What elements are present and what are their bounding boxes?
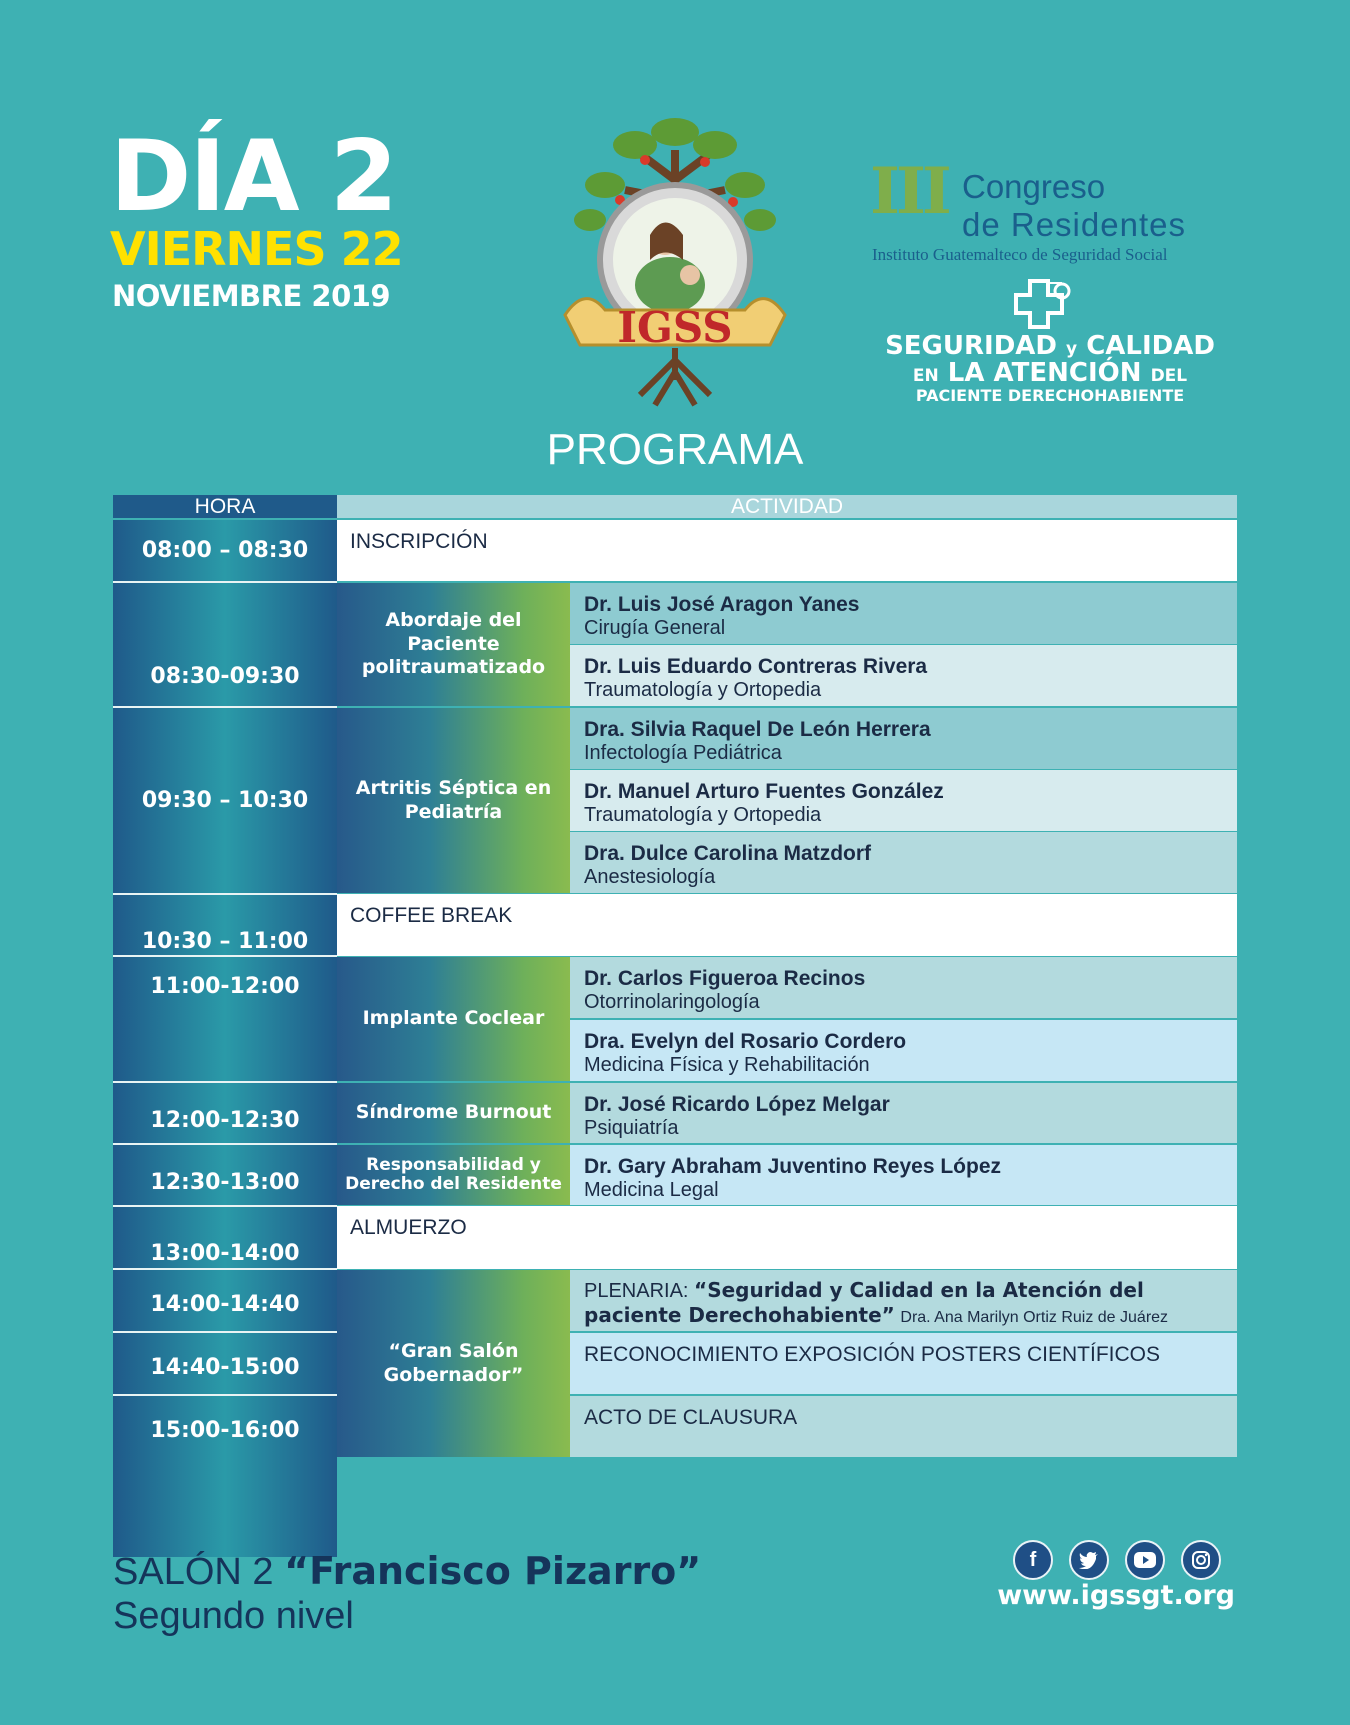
month-title: NOVIEMBRE 2019 [112,279,391,313]
congreso-roman: III [870,154,948,229]
row-divider [113,1394,337,1396]
salon-prefix: SALÓN 2 [113,1551,274,1593]
weekday-title: VIERNES 22 [110,222,403,276]
speaker-specialty: Medicina Física y Rehabilitación [584,1054,870,1077]
speaker-name: Dr. Carlos Figueroa Recinos [584,967,866,990]
row-divider [113,1081,337,1083]
salon-name: “Francisco Pizarro” [284,1549,702,1593]
salon-info [113,1550,701,1638]
plenaria-label: PLENARIA: [584,1280,689,1302]
activity-almuerzo: ALMUERZO [337,1206,1237,1269]
time-cell: 09:30 – 10:30 [141,788,309,813]
row-divider [113,1331,337,1333]
tag-3: PACIENTE DERECHOHABIENTE [915,385,1185,405]
row-divider [113,955,337,957]
social-icons [1013,1540,1243,1580]
time-cell: 15:00-16:00 [150,1418,300,1443]
facebook-icon[interactable]: f [1013,1540,1053,1580]
speaker-name: Dr. Manuel Arturo Fuentes González [584,780,944,803]
speaker-row [570,1020,1237,1081]
tag-1b: y [1066,339,1078,359]
programa-title: PROGRAMA [546,425,804,474]
row-divider [113,1143,337,1145]
plenaria-speaker: Dra. Ana Marilyn Ortiz Ruiz de Juárez [900,1309,1169,1326]
time-cell: 08:00 – 08:30 [141,538,309,563]
reconocimiento-row: RECONOCIMIENTO EXPOSICIÓN POSTERS CIENTÍFICOS [570,1333,1237,1394]
speaker-name: Dr. José Ricardo López Melgar [584,1093,890,1116]
clausura-row: ACTO DE CLAUSURA [570,1396,1237,1457]
time-cell: 08:30-09:30 [150,664,300,689]
speaker-specialty: Cirugía General [584,617,726,640]
congreso-tagline [860,333,1240,404]
speaker-row [570,770,1237,831]
topic-cell: Abordaje del Paciente politraumatizado [337,583,570,706]
plenaria-row [570,1270,1237,1331]
activity-inscripcion: INSCRIPCIÓN [337,520,1237,581]
speaker-row [570,583,1237,644]
speaker-row [570,708,1237,769]
congreso-line1: Congreso [962,168,1106,205]
speaker-row [570,1145,1237,1205]
speaker-specialty: Infectología Pediátrica [584,742,782,765]
speaker-name: Dr. Luis José Aragon Yanes [584,593,860,616]
congreso-line2: de Residentes [962,206,1186,243]
tag-2c: DEL [1150,366,1188,387]
row-divider [113,1268,337,1270]
time-cell: 14:00-14:40 [150,1292,300,1317]
twitter-icon[interactable] [1069,1540,1109,1580]
speaker-specialty: Psiquiatría [584,1117,679,1140]
col-actividad: ACTIVIDAD [337,495,1237,518]
time-cell: 11:00-12:00 [150,974,300,999]
plenaria-title: “Seguridad y Calidad en la Atención del paciente Derechohabiente” [584,1278,1144,1327]
time-cell: 12:00-12:30 [150,1107,300,1133]
salon-level: Segundo nivel [113,1594,354,1637]
tag-2b: LA ATENCIÓN [947,358,1142,389]
tag-1c: CALIDAD [1086,331,1215,361]
speaker-specialty: Medicina Legal [584,1179,719,1202]
activity-coffee-break: COFFEE BREAK [337,894,1237,956]
tag-1a: SEGURIDAD [885,331,1057,361]
topic-cell: Síndrome Burnout [337,1083,570,1143]
row-divider [113,1205,337,1207]
speaker-name: Dr. Luis Eduardo Contreras Rivera [584,655,928,678]
congreso-line3: Instituto Guatemalteco de Seguridad Social [872,245,1168,264]
speaker-specialty: Anestesiología [584,866,716,889]
time-cell: 12:30-13:00 [150,1169,300,1195]
topic-cell: Artritis Séptica en Pediatría [337,708,570,893]
time-cell: 10:30 – 11:00 [141,928,309,954]
speaker-name: Dra. Evelyn del Rosario Cordero [584,1030,907,1053]
topic-cell: Responsabilidad y Derecho del Residente [337,1145,570,1205]
speaker-row [570,1083,1237,1143]
time-cell: 13:00-14:00 [150,1241,300,1266]
topic-cell: Implante Coclear [337,957,570,1081]
day-title: DÍA 2 [110,120,396,234]
row-divider [113,706,337,708]
website-link[interactable]: www.igssgt.org [997,1580,1235,1611]
speaker-specialty: Traumatología y Ortopedia [584,804,822,827]
tag-2a: EN [912,366,939,387]
speaker-specialty: Otorrinolaringología [584,991,760,1014]
speaker-name: Dr. Gary Abraham Juventino Reyes López [584,1155,1002,1178]
speaker-name: Dra. Silvia Raquel De León Herrera [584,718,931,741]
row-divider [113,581,337,583]
speaker-name: Dra. Dulce Carolina Matzdorf [584,842,872,865]
instagram-icon[interactable] [1181,1540,1221,1580]
speaker-specialty: Traumatología y Ortopedia [584,679,822,702]
col-hora: HORA [113,495,337,518]
row-divider [113,893,337,895]
topic-cell: “Gran Salón Gobernador” [337,1270,570,1457]
svg-text:IGSS: IGSS [617,303,733,352]
time-cell: 14:40-15:00 [150,1355,300,1380]
speaker-row [570,832,1237,893]
igss-logo [545,110,805,410]
medical-cross-icon [1012,275,1074,331]
congreso-logo [870,154,1230,270]
speaker-row [570,645,1237,706]
youtube-icon[interactable] [1125,1540,1165,1580]
speaker-row [570,957,1237,1018]
